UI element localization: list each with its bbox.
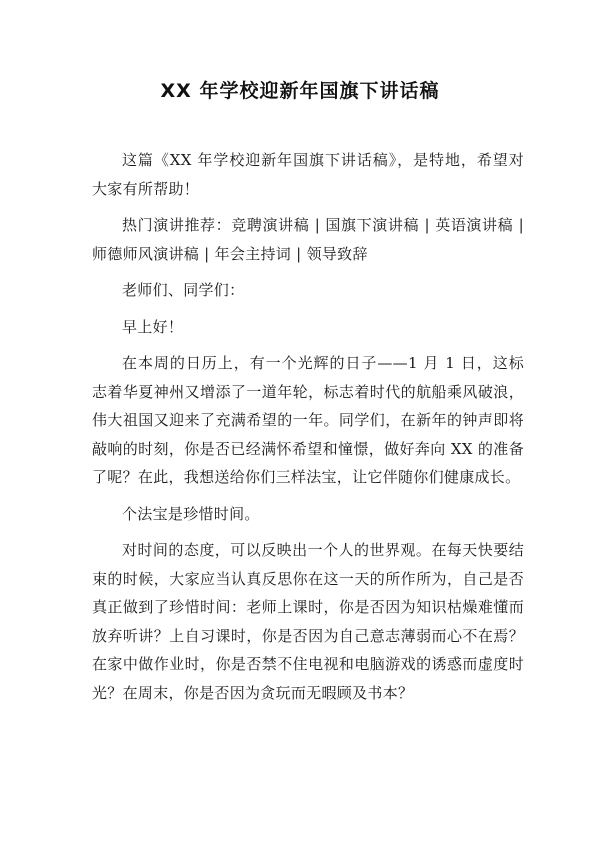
intro-paragraph: 这篇《XX 年学校迎新年国旗下讲话稿》，是特地，希望对大家有所帮助！ (92, 151, 524, 198)
recommendation-paragraph: 热门演讲推荐：竞聘演讲稿 | 国旗下演讲稿 | 英语演讲稿 | 师德师风演讲稿 | 年会主持词 | 领导致辞 (92, 216, 524, 263)
new-year-paragraph: 在本周的日历上，有一个光辉的日子——1 月 1 日，这标志着华夏神州又增添了一道年轮，标志着时代的航船乘风破浪，伟大祖国又迎来了充满希望的一年。同学们，在新年的钟声即将敲响的时刻，你是否已经满怀希望和憧憬，做好奔向 XX 的准备了呢？在此，我想送给你们三样法宝，让它伴随你们健康成长。 (92, 354, 524, 486)
document-body (92, 146, 524, 715)
salutation-paragraph: 老师们、同学们： (122, 281, 245, 299)
first-treasure-paragraph: 个法宝是珍惜时间。 (122, 504, 260, 523)
document-title: XX 年学校迎新年国旗下讲话稿 (160, 80, 440, 102)
greeting-paragraph: 早上好！ (122, 317, 184, 336)
time-attitude-paragraph: 对时间的态度，可以反映出一个人的世界观。在每天快要结束的时候，大家应当认真反思你在这一天的所作所为，自己是否真正做到了珍惜时间：老师上课时，你是否因为知识枯燥难懂而放弃听讲？上自习课时，你是否因为自己意志薄弱而心不在焉？在家中做作业时，你是否禁不住电视和电脑游戏的诱惑而虚度时光？在周末，你是否因为贪玩而无暇顾及书本？ (92, 541, 524, 702)
